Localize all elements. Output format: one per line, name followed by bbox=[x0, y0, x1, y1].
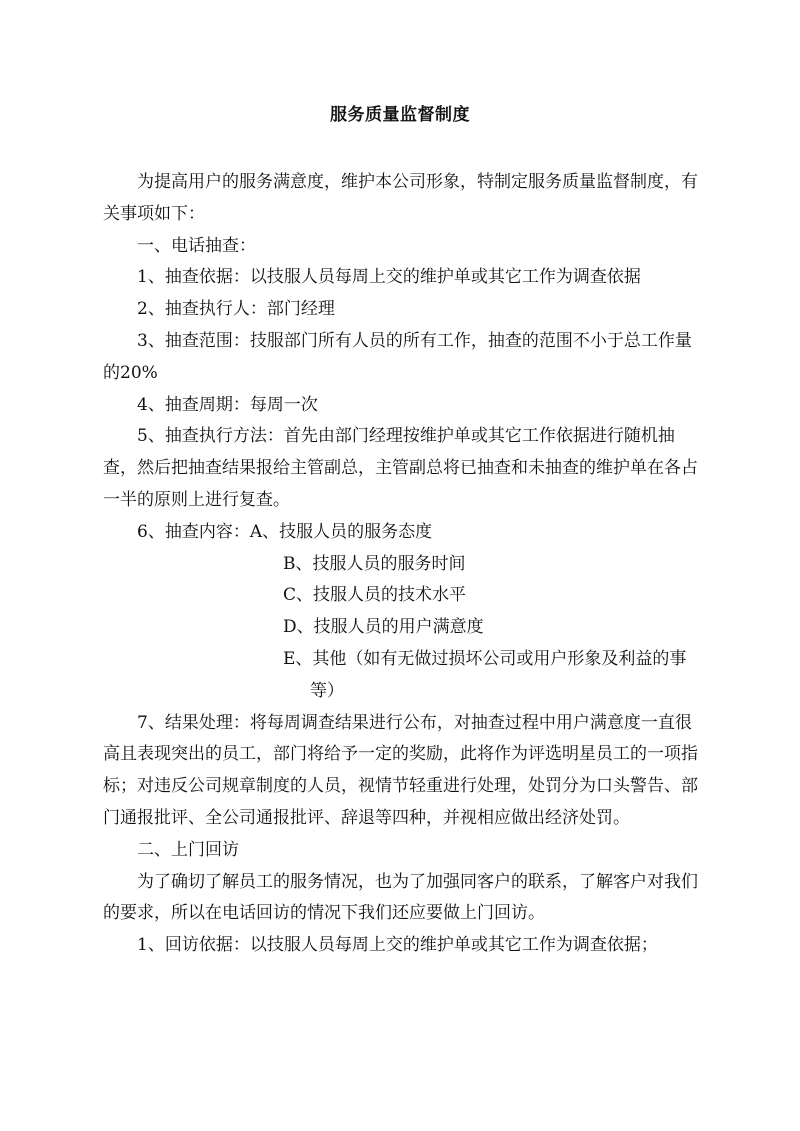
check-period-paragraph: 4、抽查周期：每周一次 bbox=[137, 394, 318, 415]
document-body bbox=[103, 167, 698, 962]
check-executor-paragraph: 2、抽查执行人：部门经理 bbox=[137, 299, 335, 320]
check-content-item: D、技服人员的用户满意度 bbox=[283, 617, 484, 638]
home-visit-intro-paragraph: 为了确切了解员工的服务情况，也为了加强同客户的联系，了解客户对我们的要求，所以在电话回访的情况下我们还应要做上门回访。 bbox=[103, 871, 698, 924]
document-title: 服务质量监督制度 bbox=[330, 105, 470, 125]
section-heading-home-visit: 二、上门回访 bbox=[137, 839, 239, 860]
visit-basis-paragraph: 1、回访依据：以技服人员每周上交的维护单或其它工作为调查依据； bbox=[137, 935, 658, 956]
section-heading-phone-check: 一、电话抽查： bbox=[137, 235, 256, 256]
result-handling-paragraph: 7、结果处理：将每周调查结果进行公布，对抽查过程中用户满意度一直很高且表现突出的员工，部门将给予一定的奖励，此将作为评选明星员工的一项指标；对违反公司规章制度的人员，视情节轻重进行处理，处罚分为口头警告、部门通报批评、全公司通报批评、辞退等四种，并视相应做出经济处罚。 bbox=[103, 712, 698, 828]
intro-paragraph: 为提高用户的服务满意度，维护本公司形象，特制定服务质量监督制度，有关事项如下： bbox=[103, 172, 698, 224]
check-content-item: C、技服人员的技术水平 bbox=[283, 585, 467, 606]
check-basis-paragraph: 1、抽查依据：以技服人员每周上交的维护单或其它工作为调查依据 bbox=[137, 267, 641, 288]
check-content-item: B、技服人员的服务时间 bbox=[283, 553, 466, 574]
check-method-paragraph: 5、抽查执行方法：首先由部门经理按维护单或其它工作依据进行随机抽查，然后把抽查结果报给主管副总，主管副总将已抽查和未抽查的维护单在各占一半的原则上进行复查。 bbox=[103, 426, 698, 510]
check-content-paragraph: 6、抽查内容：A、技服人员的服务态度 bbox=[137, 521, 433, 542]
check-content-item: E、其他（如有无做过损坏公司或用户形象及利益的事等） bbox=[283, 648, 687, 701]
check-scope-paragraph: 3、抽查范围：技服部门所有人员的所有工作，抽查的范围不小于总工作量的20% bbox=[103, 330, 692, 383]
check-content-list bbox=[103, 549, 698, 708]
